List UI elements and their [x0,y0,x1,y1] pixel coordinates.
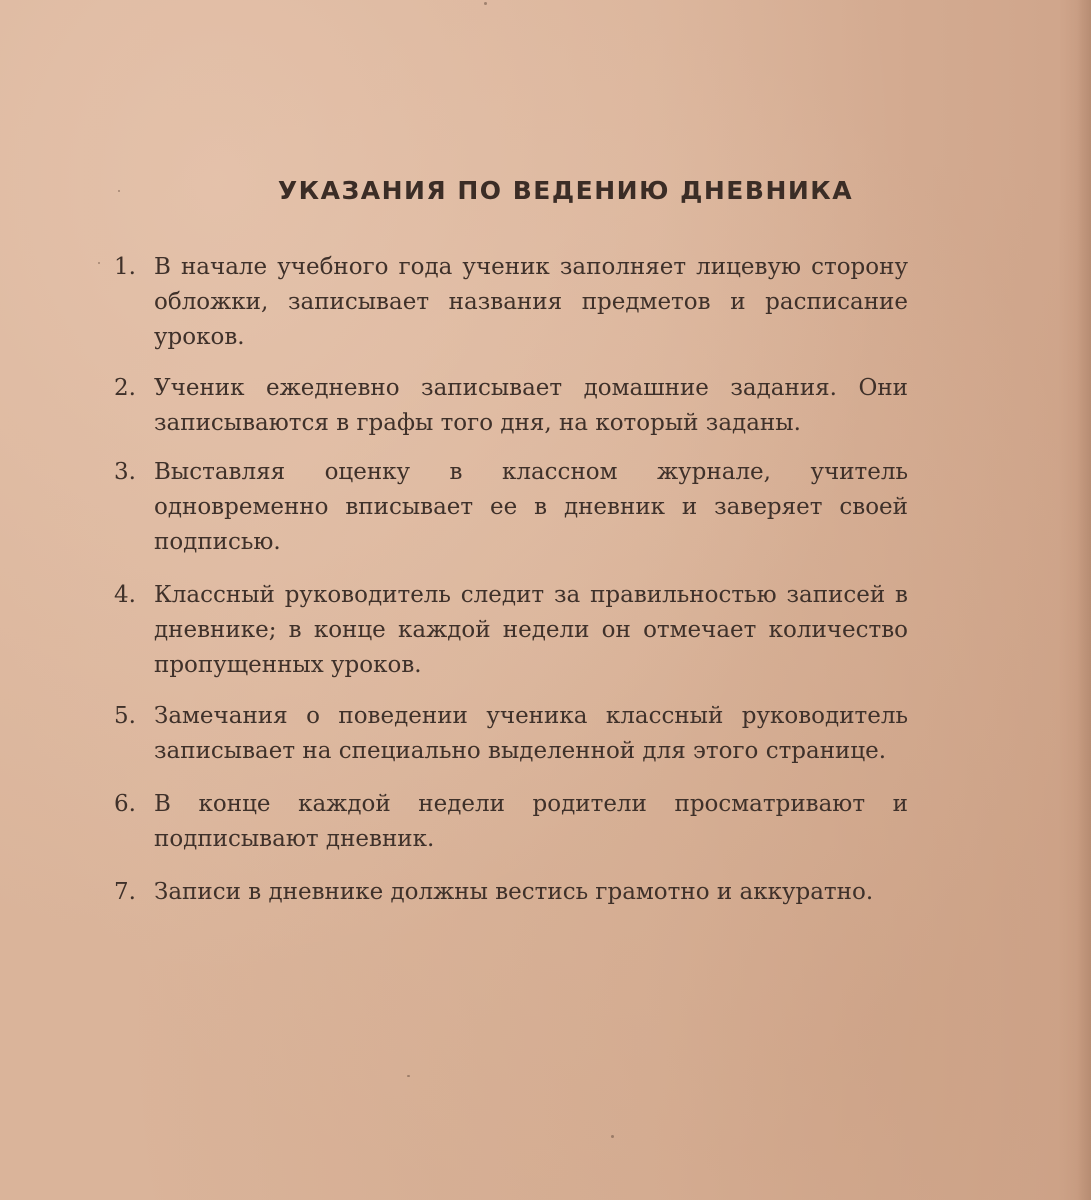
item-number: 5. [114,703,136,729]
page-title: УКАЗАНИЯ ПО ВЕДЕНИЮ ДНЕВНИКА [277,176,854,205]
instruction-list [108,250,908,910]
item-text: В начале учебного года ученик заполняет лицевую сторону обложки, записывает названия предметов и расписание уроков. [154,254,908,350]
list-item [108,250,908,355]
item-number: 6. [114,791,136,817]
paper-speck [484,2,487,5]
item-text: Выставляя оценку в классном журнале, учитель одновременно вписывает ее в дневник и заверяет своей подписью. [154,459,908,555]
list-item [108,455,908,560]
list-item [108,875,908,910]
item-text: Записи в дневнике должны вестись грамотно и аккуратно. [154,879,874,905]
item-text: Замечания о поведении ученика классный руководитель записывает на специально выделенной для этого странице. [154,703,908,764]
list-item [108,787,908,857]
item-text: Ученик ежедневно записывает домашние задания. Они записываются в графы того дня, на который заданы. [154,375,908,436]
item-number: 1. [114,254,136,280]
item-number: 4. [114,582,136,608]
paper-speck [611,1135,614,1138]
item-number: 3. [114,459,136,485]
item-text: Классный руководитель следит за правильностью записей в дневнике; в конце каждой недели он отмечает количество пропущенных уроков. [154,582,908,678]
item-text: В конце каждой недели родители просматривают и подписывают дневник. [154,791,908,852]
paper-speck [407,1075,410,1077]
item-number: 2. [114,375,136,401]
list-item [108,578,908,683]
list-item [108,371,908,441]
paper-speck [98,262,100,264]
item-number: 7. [114,879,136,905]
list-item [108,699,908,769]
